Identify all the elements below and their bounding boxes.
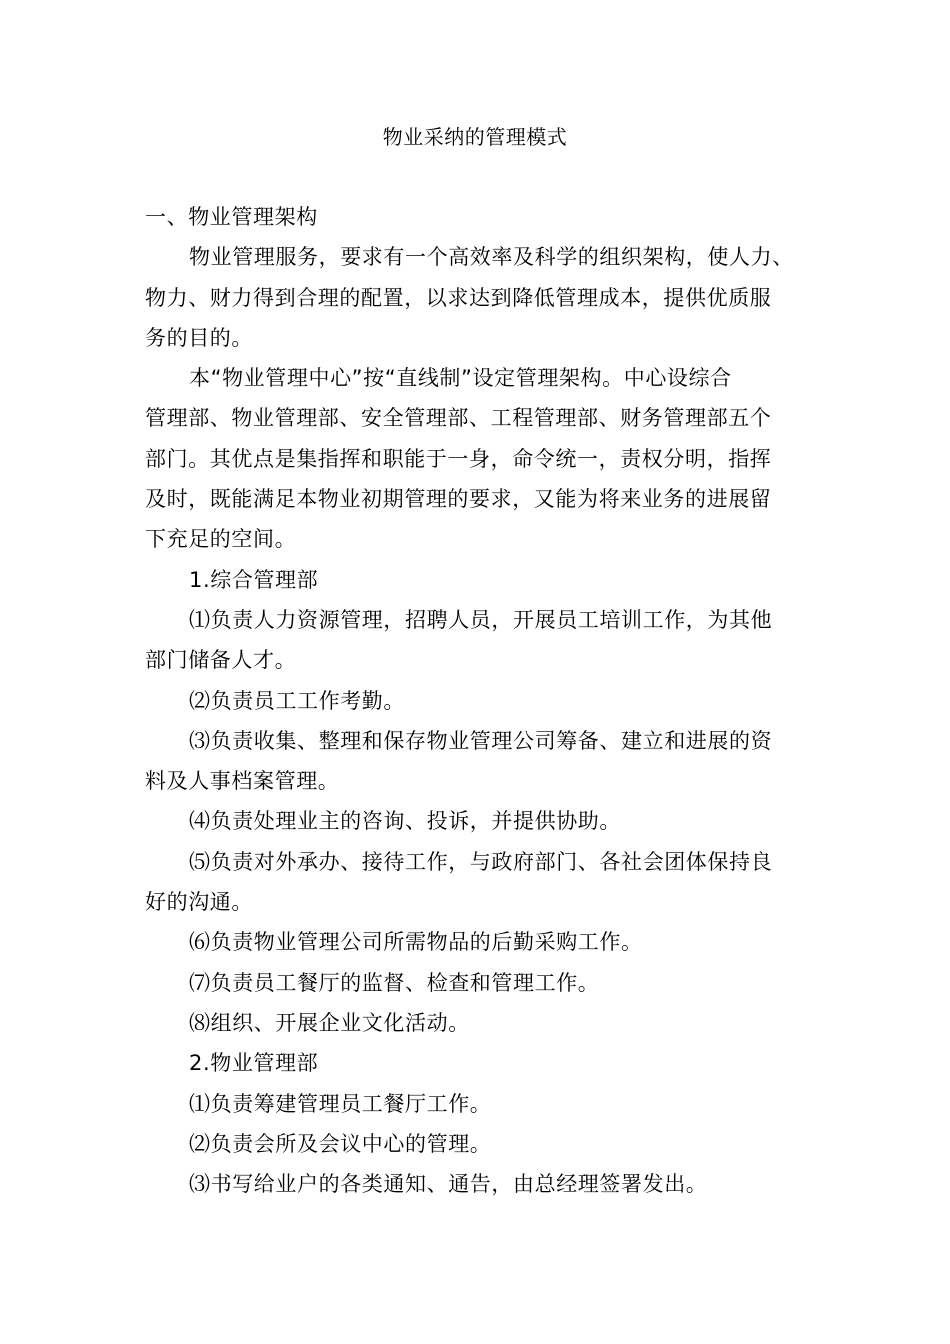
text-line: 本“物业管理中心”按“直线制”设定管理架构。中心设综合 — [189, 366, 732, 391]
text-line: ⑴负责人力资源管理，招聘人员，开展员工培训工作，为其他 — [189, 607, 773, 632]
text-line: ⑶书写给业户的各类通知、通告，由总经理签署发出。 — [189, 1172, 708, 1197]
text-line: 及时，既能满足本物业初期管理的要求，又能为将来业务的进展留 — [145, 487, 772, 512]
text-line: 物力、财力得到合理的配置，以求达到降低管理成本，提供优质服 — [145, 285, 772, 310]
text-line: 务的目的。 — [145, 325, 253, 350]
text-line: ⑷负责处理业主的咨询、投诉，并提供协助。 — [189, 809, 621, 834]
text-line: ⑵负责员工工作考勤。 — [189, 688, 405, 713]
text-line: 部门储备人才。 — [145, 648, 297, 673]
text-line: 一、物业管理架构 — [145, 205, 318, 229]
text-line: 管理部、物业管理部、安全管理部、工程管理部、财务管理部五个 — [145, 406, 772, 431]
text-line: ⑺负责员工餐厅的监督、检查和管理工作。 — [189, 970, 600, 995]
text-line: ⑴负责筹建管理员工餐厅工作。 — [189, 1091, 492, 1116]
document-body — [145, 197, 830, 1204]
document-title: 物业采纳的管理模式 — [382, 125, 568, 149]
text-line: 好的沟通。 — [145, 890, 253, 915]
text-line: 1.综合管理部 — [189, 567, 319, 592]
text-line: ⑶负责收集、整理和保存物业管理公司筹备、建立和进展的资 — [189, 728, 773, 753]
text-line: ⑸负责对外承办、接待工作，与政府部门、各社会团体保持良 — [189, 849, 773, 874]
text-line: 2.物业管理部 — [189, 1051, 319, 1076]
text-line: 物业管理服务，要求有一个高效率及科学的组织架构，使人力、 — [189, 245, 794, 270]
text-line: ⑵负责会所及会议中心的管理。 — [189, 1131, 492, 1156]
text-line: 料及人事档案管理。 — [145, 769, 340, 794]
text-line: 下充足的空间。 — [145, 527, 297, 552]
text-line: ⑹负责物业管理公司所需物品的后勤采购工作。 — [189, 930, 643, 955]
text-line: 部门。其优点是集指挥和职能于一身，命令统一，责权分明，指挥 — [145, 446, 772, 471]
text-line: ⑻组织、开展企业文化活动。 — [189, 1010, 470, 1035]
